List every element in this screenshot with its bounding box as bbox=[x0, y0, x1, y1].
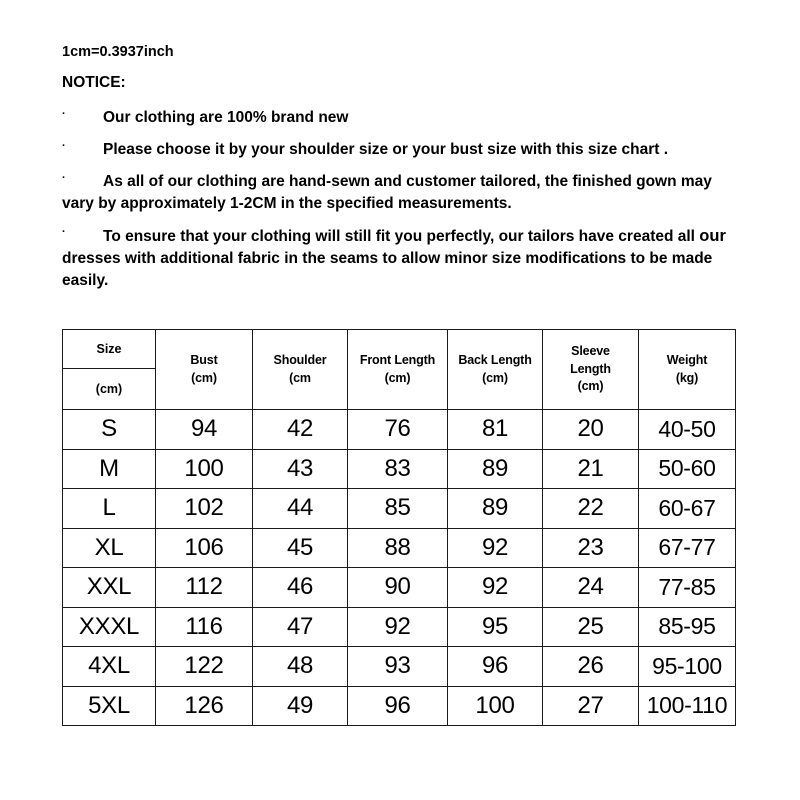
header-cell-back-length bbox=[448, 330, 543, 410]
cell-shoulder: 42 bbox=[253, 410, 348, 450]
cell-back-length: 95 bbox=[448, 607, 543, 647]
header-bust-line2: (cm) bbox=[191, 370, 217, 385]
notice-item-2-text: Please choose it by your shoulder size or your bust size with this size chart . bbox=[103, 141, 669, 158]
cell-front-length: 93 bbox=[348, 647, 448, 687]
header-sleeve-length-line2: (cm) bbox=[577, 379, 604, 394]
cell-bust: 94 bbox=[156, 410, 253, 450]
cell-bust: 122 bbox=[156, 647, 253, 687]
table-row bbox=[63, 410, 736, 450]
header-back-length-line1: Back Length bbox=[458, 352, 532, 367]
cell-front-length: 96 bbox=[348, 686, 448, 726]
table-row bbox=[63, 528, 736, 568]
cell-size: M bbox=[63, 449, 156, 489]
cell-back-length: 89 bbox=[448, 489, 543, 529]
notice-block bbox=[62, 44, 738, 302]
cell-back-length: 92 bbox=[448, 568, 543, 608]
notice-item-1 bbox=[62, 107, 738, 129]
cell-back-length: 89 bbox=[448, 449, 543, 489]
table-row bbox=[63, 449, 736, 489]
header-shoulder-line2: (cm bbox=[289, 370, 311, 385]
cell-bust: 106 bbox=[156, 528, 253, 568]
cell-size: L bbox=[63, 489, 156, 529]
cell-weight: 95-100 bbox=[639, 647, 736, 687]
cell-shoulder: 45 bbox=[253, 528, 348, 568]
cell-front-length: 90 bbox=[348, 568, 448, 608]
size-chart-table bbox=[62, 329, 736, 726]
notice-item-3-text: As all of our clothing are hand-sewn and customer tailored, the finished gown may vary by approximately 1-2CM in the specified measurements. bbox=[62, 173, 712, 212]
cell-sleeve-length: 24 bbox=[543, 568, 639, 608]
notice-item-4-emphasis: our bbox=[699, 227, 726, 245]
cell-sleeve-length: 26 bbox=[543, 647, 639, 687]
header-sleeve-length-line1: Sleeve bbox=[571, 343, 610, 358]
bullet-dot-icon: · bbox=[62, 172, 66, 184]
header-front-length-line2: (cm) bbox=[384, 370, 411, 385]
header-cell-weight bbox=[639, 330, 736, 410]
notice-item-4-part1: To ensure that your clothing will still fit you perfectly, our tailors have created all bbox=[103, 228, 700, 245]
notice-item-4 bbox=[62, 225, 738, 292]
cell-sleeve-length: 27 bbox=[543, 686, 639, 726]
cell-weight: 40-50 bbox=[639, 410, 736, 450]
header-cell-bust bbox=[156, 330, 253, 410]
cell-sleeve-length: 21 bbox=[543, 449, 639, 489]
header-cell-size-label: Size bbox=[63, 330, 156, 369]
cell-bust: 126 bbox=[156, 686, 253, 726]
cell-bust: 100 bbox=[156, 449, 253, 489]
cell-size: XXL bbox=[63, 568, 156, 608]
cell-sleeve-length: 22 bbox=[543, 489, 639, 529]
table-row bbox=[63, 489, 736, 529]
cell-weight: 85-95 bbox=[639, 607, 736, 647]
header-front-length-line1: Front Length bbox=[359, 352, 436, 367]
cell-size: 4XL bbox=[63, 647, 156, 687]
table-row bbox=[63, 568, 736, 608]
header-cell-size-unit: (cm) bbox=[63, 369, 156, 410]
cell-bust: 112 bbox=[156, 568, 253, 608]
cell-shoulder: 44 bbox=[253, 489, 348, 529]
notice-item-2 bbox=[62, 139, 738, 161]
cell-weight: 100-110 bbox=[639, 686, 736, 726]
cell-size: S bbox=[63, 410, 156, 450]
notice-item-4-text bbox=[62, 225, 738, 292]
bullet-dot-icon: · bbox=[62, 108, 66, 120]
notice-item-4-part2: dresses with additional fabric in the seams to allow minor size modifications to be made easily. bbox=[62, 250, 713, 290]
cell-shoulder: 43 bbox=[253, 449, 348, 489]
header-back-length-line2: (cm) bbox=[482, 370, 508, 385]
cell-shoulder: 49 bbox=[253, 686, 348, 726]
bullet-dot-icon: · bbox=[62, 140, 66, 152]
cell-back-length: 100 bbox=[448, 686, 543, 726]
header-bust-line1: Bust bbox=[190, 352, 218, 367]
cell-bust: 102 bbox=[156, 489, 253, 529]
cell-sleeve-length: 25 bbox=[543, 607, 639, 647]
cell-weight: 50-60 bbox=[639, 449, 736, 489]
size-chart-table-wrapper bbox=[62, 329, 735, 726]
cell-weight: 60-67 bbox=[639, 489, 736, 529]
cell-size: 5XL bbox=[63, 686, 156, 726]
cell-back-length: 92 bbox=[448, 528, 543, 568]
cell-size: XXXL bbox=[63, 607, 156, 647]
cell-sleeve-length: 23 bbox=[543, 528, 639, 568]
notice-item-1-text: Our clothing are 100% brand new bbox=[103, 109, 349, 126]
unit-conversion-note: 1cm=0.3937inch bbox=[62, 44, 174, 60]
cell-front-length: 83 bbox=[348, 449, 448, 489]
cell-shoulder: 46 bbox=[253, 568, 348, 608]
notice-heading: NOTICE: bbox=[62, 74, 126, 91]
cell-front-length: 76 bbox=[348, 410, 448, 450]
cell-weight: 77-85 bbox=[639, 568, 736, 608]
bullet-dot-icon: · bbox=[62, 226, 66, 238]
table-header-row bbox=[63, 330, 736, 369]
cell-front-length: 85 bbox=[348, 489, 448, 529]
cell-bust: 116 bbox=[156, 607, 253, 647]
cell-sleeve-length: 20 bbox=[543, 410, 639, 450]
header-shoulder-line1: Shoulder bbox=[273, 352, 327, 367]
header-weight-line1: Weight bbox=[666, 352, 708, 367]
table-row bbox=[63, 686, 736, 726]
header-cell-sleeve-length bbox=[543, 330, 639, 410]
table-row bbox=[63, 647, 736, 687]
header-sleeve-length-line1b: Length bbox=[570, 361, 611, 376]
header-cell-front-length bbox=[348, 330, 448, 410]
cell-front-length: 92 bbox=[348, 607, 448, 647]
cell-front-length: 88 bbox=[348, 528, 448, 568]
header-weight-line2: (kg) bbox=[675, 370, 699, 385]
cell-shoulder: 47 bbox=[253, 607, 348, 647]
notice-item-3 bbox=[62, 171, 738, 215]
cell-size: XL bbox=[63, 528, 156, 568]
table-row bbox=[63, 607, 736, 647]
cell-back-length: 81 bbox=[448, 410, 543, 450]
cell-back-length: 96 bbox=[448, 647, 543, 687]
cell-weight: 67-77 bbox=[639, 528, 736, 568]
header-cell-shoulder bbox=[253, 330, 348, 410]
cell-shoulder: 48 bbox=[253, 647, 348, 687]
